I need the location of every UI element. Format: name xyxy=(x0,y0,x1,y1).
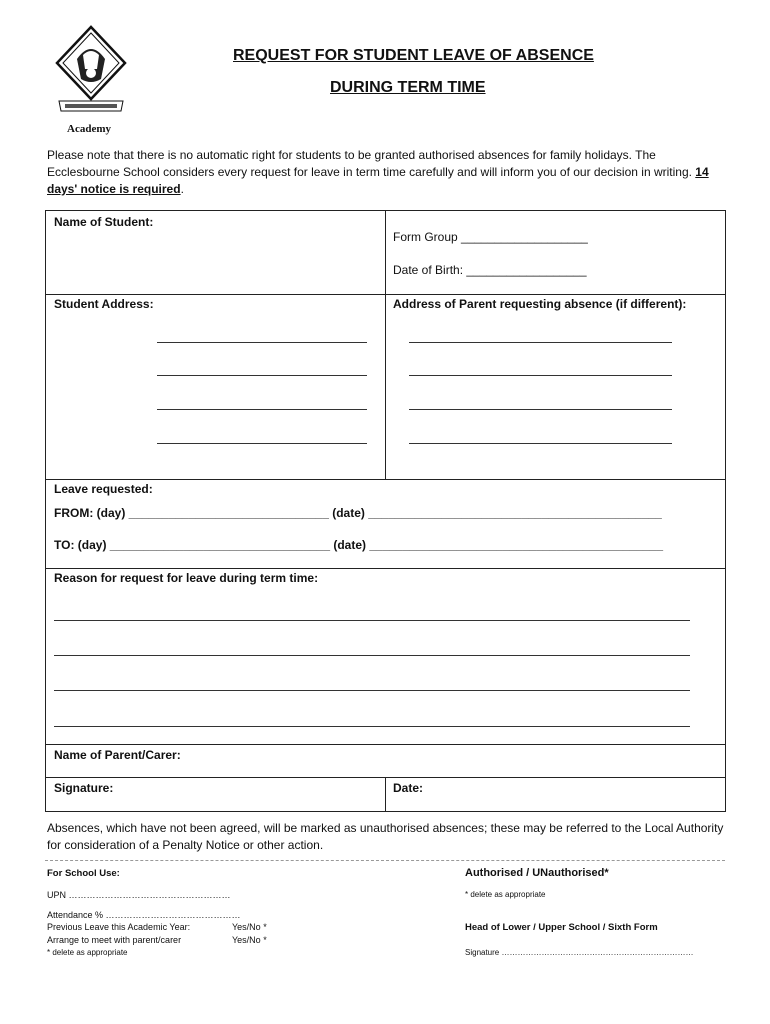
parent-name-field[interactable]: Name of Parent/Carer: xyxy=(54,748,181,762)
authorised-status[interactable]: Authorised / UNauthorised* xyxy=(465,867,609,879)
intro-paragraph xyxy=(47,147,727,198)
date-field[interactable]: Date: xyxy=(393,781,424,795)
form-group-field[interactable]: Form Group ___________________ xyxy=(393,230,588,244)
notice-required: 14 days' notice is required xyxy=(47,165,709,196)
intro-text-part1: Please note that there is no automatic right for students to be granted authorised absences for family holidays. The Ecclesbourne School considers every request for leave in term time carefully and will inform you of our decision in writing. xyxy=(47,148,696,179)
head-signature-field[interactable]: Signature ……………………………………………………………… xyxy=(465,948,694,957)
reason-line-1[interactable] xyxy=(54,620,690,621)
school-crest-logo xyxy=(55,25,127,117)
form-title-line1: REQUEST FOR STUDENT LEAVE OF ABSENCE xyxy=(233,47,594,64)
delete-note-left: * delete as appropriate xyxy=(47,948,128,957)
reason-label: Reason for request for leave during term time: xyxy=(54,571,319,585)
name-of-student-label: Name of Student: xyxy=(54,215,154,229)
arrange-meet-label: Arrange to meet with parent/carer xyxy=(47,935,182,945)
signature-field[interactable]: Signature: xyxy=(54,781,114,795)
previous-leave-value[interactable]: Yes/No * xyxy=(232,922,267,932)
academy-label: Academy xyxy=(67,123,111,135)
penalty-notice-text: Absences, which have not been agreed, will be marked as unauthorised absences; these may be referred to the Local Authority for consideration of a Penalty Notice or other action. xyxy=(47,821,724,852)
leave-from-field[interactable]: FROM: (day) ______________________________ (date) ____________________________________________ xyxy=(54,506,662,520)
parent-address-line-1[interactable] xyxy=(409,342,672,343)
upn-field[interactable]: UPN ……………………………………………… xyxy=(47,890,231,900)
leave-to-field[interactable]: TO: (day) _________________________________ (date) ____________________________________________ xyxy=(54,538,663,552)
student-address-line-2[interactable] xyxy=(157,375,367,376)
parent-address-line-4[interactable] xyxy=(409,443,672,444)
intro-text-part2: . xyxy=(180,182,184,196)
school-use-divider xyxy=(45,860,725,861)
reason-line-2[interactable] xyxy=(54,655,690,656)
student-address-line-3[interactable] xyxy=(157,409,367,410)
delete-note-right: * delete as appropriate xyxy=(465,890,546,899)
leave-requested-label: Leave requested: xyxy=(54,482,153,496)
previous-leave-label: Previous Leave this Academic Year: xyxy=(47,922,191,932)
student-address-line-1[interactable] xyxy=(157,342,367,343)
date-of-birth-field[interactable]: Date of Birth: __________________ xyxy=(393,263,587,277)
arrange-meet-value[interactable]: Yes/No * xyxy=(232,935,267,945)
student-address-line-4[interactable] xyxy=(157,443,367,444)
head-of-school-label: Head of Lower / Upper School / Sixth Form xyxy=(465,922,658,933)
attendance-field[interactable]: Attendance % ……………………………………… xyxy=(47,910,241,920)
student-address-label: Student Address: xyxy=(54,297,154,311)
leave-request-form xyxy=(45,210,726,812)
parent-address-label: Address of Parent requesting absence (if different): xyxy=(393,297,687,311)
form-title-line2: DURING TERM TIME xyxy=(330,79,486,96)
parent-address-line-2[interactable] xyxy=(409,375,672,376)
reason-line-3[interactable] xyxy=(54,690,690,691)
school-use-label: For School Use: xyxy=(47,868,120,879)
reason-line-4[interactable] xyxy=(54,726,690,727)
parent-address-line-3[interactable] xyxy=(409,409,672,410)
